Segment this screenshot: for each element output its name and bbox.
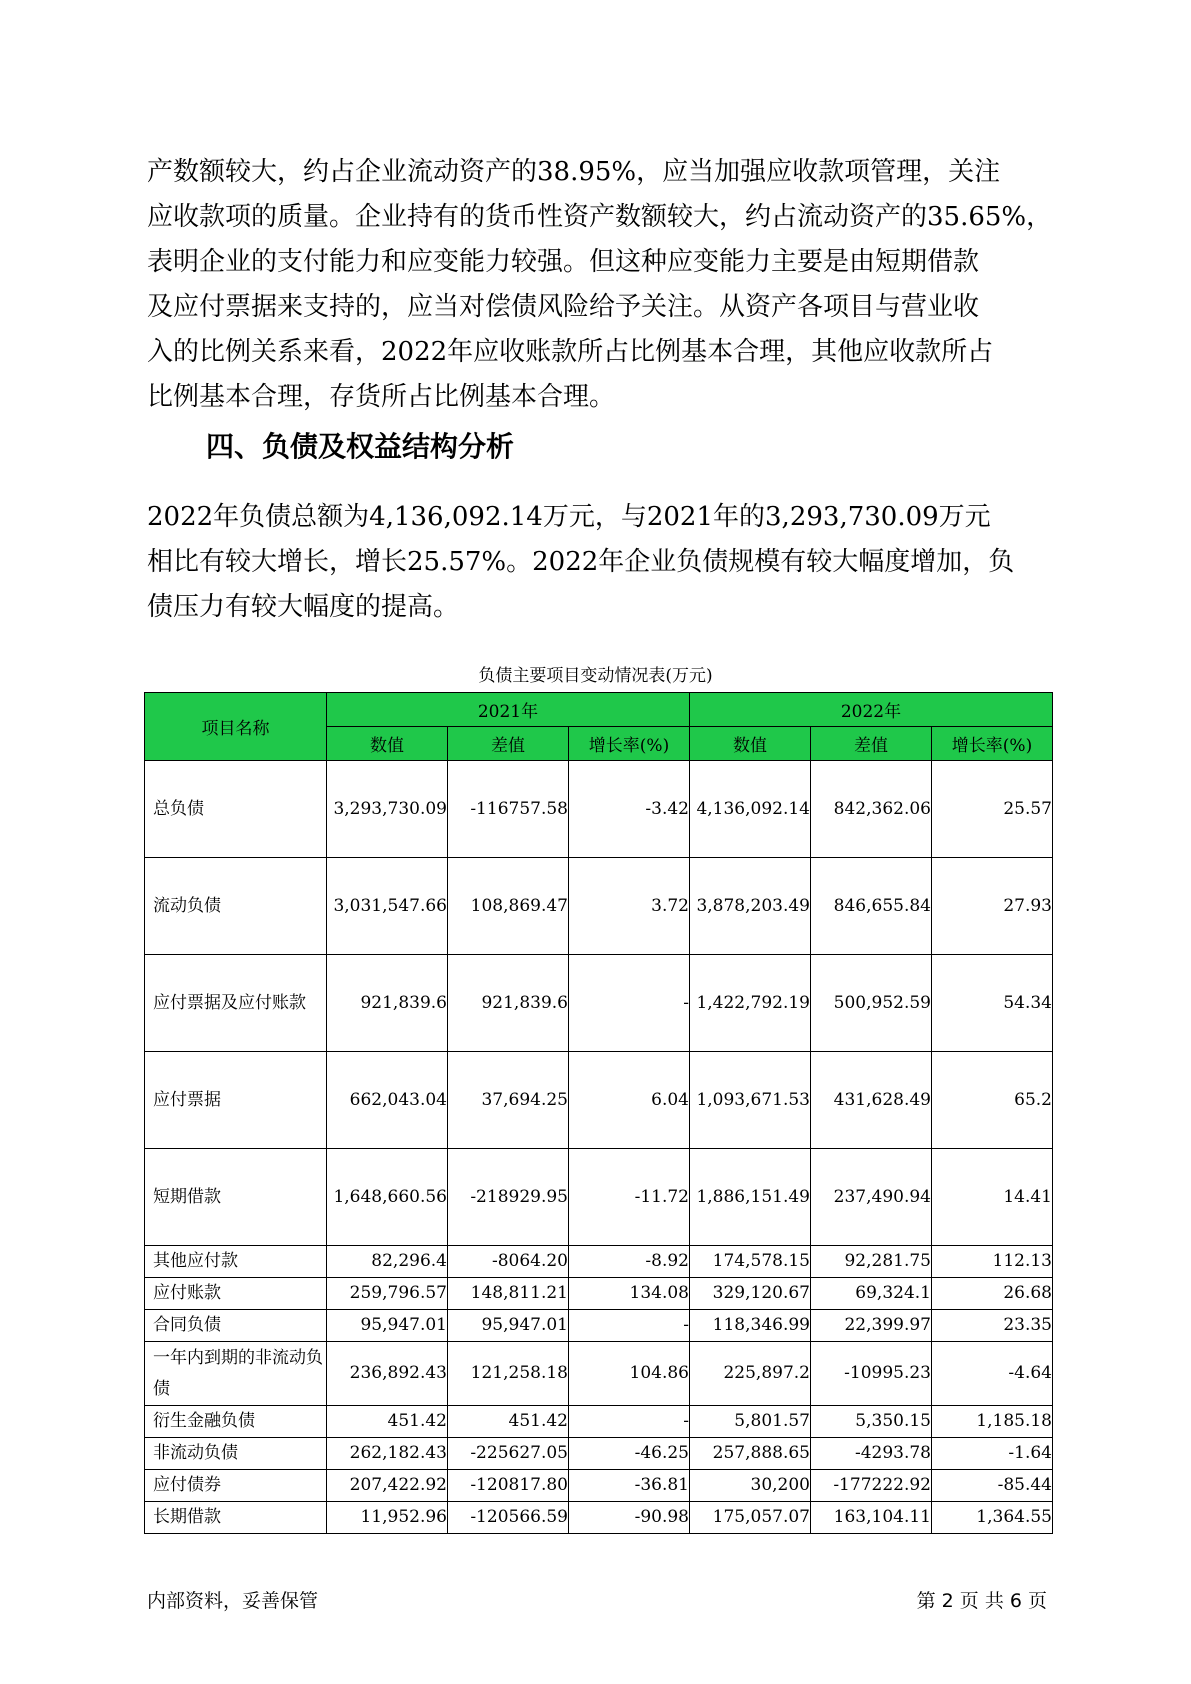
- row-value-cell: -1.64: [932, 1438, 1053, 1470]
- header-growth: 增长率(%): [932, 727, 1053, 761]
- table-row: [145, 1246, 1053, 1278]
- header-growth: 增长率(%): [569, 727, 690, 761]
- row-value-cell: -10995.23: [811, 1342, 932, 1406]
- table-row: [145, 955, 1053, 1052]
- footer-confidential-note: 内部资料，妥善保管: [147, 1590, 319, 1612]
- row-item-name: 应付票据: [145, 1052, 327, 1149]
- row-value-cell: 329,120.67: [690, 1278, 811, 1310]
- row-value-cell: 69,324.1: [811, 1278, 932, 1310]
- row-value-cell: 25.57: [932, 761, 1053, 858]
- paragraph-line: 应收款项的质量。企业持有的货币性资产数额较大，约占流动资产的35.65%，: [147, 202, 1053, 232]
- row-value-cell: 54.34: [932, 955, 1053, 1052]
- row-value-cell: 1,093,671.53: [690, 1052, 811, 1149]
- header-item-name: 项目名称: [145, 693, 327, 761]
- row-item-name: 衍生金融负债: [145, 1406, 327, 1438]
- row-item-name: 短期借款: [145, 1149, 327, 1246]
- table-row: [145, 1342, 1053, 1406]
- row-item-name: 其他应付款: [145, 1246, 327, 1278]
- row-value-cell: -120566.59: [448, 1502, 569, 1534]
- row-value-cell: 112.13: [932, 1246, 1053, 1278]
- row-value-cell: 236,892.43: [327, 1342, 448, 1406]
- row-value-cell: -3.42: [569, 761, 690, 858]
- row-value-cell: 163,104.11: [811, 1502, 932, 1534]
- row-value-cell: 846,655.84: [811, 858, 932, 955]
- paragraph-line: 及应付票据来支持的，应当对偿债风险给予关注。从资产各项目与营业收: [147, 292, 980, 322]
- row-value-cell: 14.41: [932, 1149, 1053, 1246]
- row-value-cell: 431,628.49: [811, 1052, 932, 1149]
- analysis-paragraph-liabilities: [147, 495, 1052, 630]
- row-item-name: 合同负债: [145, 1310, 327, 1342]
- row-value-cell: 121,258.18: [448, 1342, 569, 1406]
- row-item-name: 应付票据及应付账款: [145, 955, 327, 1052]
- row-value-cell: -4293.78: [811, 1438, 932, 1470]
- table-row: [145, 858, 1053, 955]
- row-value-cell: 3,293,730.09: [327, 761, 448, 858]
- row-value-cell: -: [569, 1310, 690, 1342]
- row-value-cell: 3,031,547.66: [327, 858, 448, 955]
- table-caption: 负债主要项目变动情况表(万元): [478, 666, 713, 686]
- row-item-name: 应付债券: [145, 1470, 327, 1502]
- paragraph-line: 2022年负债总额为4,136,092.14万元，与2021年的3,293,730.09万元: [147, 502, 991, 532]
- row-value-cell: 26.68: [932, 1278, 1053, 1310]
- row-value-cell: 237,490.94: [811, 1149, 932, 1246]
- paragraph-line: 相比有较大增长，增长25.57%。2022年企业负债规模有较大幅度增加，负: [147, 547, 1015, 577]
- table-row: [145, 1406, 1053, 1438]
- row-value-cell: 95,947.01: [448, 1310, 569, 1342]
- row-item-name: 非流动负债: [145, 1438, 327, 1470]
- row-value-cell: -225627.05: [448, 1438, 569, 1470]
- header-value: 数值: [327, 727, 448, 761]
- header-diff: 差值: [811, 727, 932, 761]
- row-value-cell: 148,811.21: [448, 1278, 569, 1310]
- row-value-cell: 921,839.6: [327, 955, 448, 1052]
- row-item-name: 总负债: [145, 761, 327, 858]
- row-value-cell: 5,801.57: [690, 1406, 811, 1438]
- row-value-cell: 1,422,792.19: [690, 955, 811, 1052]
- row-value-cell: -11.72: [569, 1149, 690, 1246]
- paragraph-line: 表明企业的支付能力和应变能力较强。但这种应变能力主要是由短期借款: [147, 247, 980, 277]
- row-value-cell: -120817.80: [448, 1470, 569, 1502]
- row-value-cell: 175,057.07: [690, 1502, 811, 1534]
- analysis-paragraph-assets: [147, 150, 1052, 420]
- table-row: [145, 1470, 1053, 1502]
- row-item-name: 应付账款: [145, 1278, 327, 1310]
- row-value-cell: 92,281.75: [811, 1246, 932, 1278]
- table-row: [145, 1438, 1053, 1470]
- row-value-cell: 262,182.43: [327, 1438, 448, 1470]
- table-body: [145, 761, 1053, 1534]
- paragraph-line: 产数额较大，约占企业流动资产的38.95%，应当加强应收款项管理，关注: [147, 157, 1001, 187]
- section-heading: 四、负债及权益结构分析: [206, 430, 515, 463]
- row-value-cell: 259,796.57: [327, 1278, 448, 1310]
- row-value-cell: 11,952.96: [327, 1502, 448, 1534]
- row-value-cell: 27.93: [932, 858, 1053, 955]
- header-diff: 差值: [448, 727, 569, 761]
- footer-page-number: 第 2 页 共 6 页: [916, 1590, 1047, 1612]
- row-item-name: 一年内到期的非流动负债: [145, 1342, 327, 1406]
- table-row: [145, 1502, 1053, 1534]
- table-row: [145, 761, 1053, 858]
- row-value-cell: -: [569, 1406, 690, 1438]
- paragraph-line: 比例基本合理，存货所占比例基本合理。: [147, 382, 616, 412]
- row-value-cell: 5,350.15: [811, 1406, 932, 1438]
- paragraph-line: 债压力有较大幅度的提高。: [147, 592, 460, 622]
- row-value-cell: 1,364.55: [932, 1502, 1053, 1534]
- row-value-cell: 65.2: [932, 1052, 1053, 1149]
- row-value-cell: 82,296.4: [327, 1246, 448, 1278]
- row-value-cell: 207,422.92: [327, 1470, 448, 1502]
- row-value-cell: 1,185.18: [932, 1406, 1053, 1438]
- row-value-cell: 842,362.06: [811, 761, 932, 858]
- header-year-2021: 2021年: [327, 693, 690, 727]
- row-value-cell: 225,897.2: [690, 1342, 811, 1406]
- row-value-cell: 30,200: [690, 1470, 811, 1502]
- row-value-cell: -36.81: [569, 1470, 690, 1502]
- row-value-cell: 108,869.47: [448, 858, 569, 955]
- row-value-cell: 3.72: [569, 858, 690, 955]
- row-value-cell: 95,947.01: [327, 1310, 448, 1342]
- row-value-cell: -85.44: [932, 1470, 1053, 1502]
- row-value-cell: -46.25: [569, 1438, 690, 1470]
- row-item-name: 流动负债: [145, 858, 327, 955]
- table-row: [145, 1278, 1053, 1310]
- liabilities-table: [144, 692, 1053, 1534]
- row-value-cell: 451.42: [327, 1406, 448, 1438]
- header-year-2022: 2022年: [690, 693, 1053, 727]
- row-value-cell: 174,578.15: [690, 1246, 811, 1278]
- table-row: [145, 1149, 1053, 1246]
- header-value: 数值: [690, 727, 811, 761]
- row-value-cell: -116757.58: [448, 761, 569, 858]
- row-value-cell: 1,648,660.56: [327, 1149, 448, 1246]
- row-value-cell: 3,878,203.49: [690, 858, 811, 955]
- row-value-cell: 921,839.6: [448, 955, 569, 1052]
- row-value-cell: 22,399.97: [811, 1310, 932, 1342]
- row-value-cell: 23.35: [932, 1310, 1053, 1342]
- row-value-cell: 104.86: [569, 1342, 690, 1406]
- row-value-cell: 6.04: [569, 1052, 690, 1149]
- row-value-cell: -: [569, 955, 690, 1052]
- row-value-cell: -90.98: [569, 1502, 690, 1534]
- row-value-cell: -8.92: [569, 1246, 690, 1278]
- row-value-cell: -4.64: [932, 1342, 1053, 1406]
- row-value-cell: 257,888.65: [690, 1438, 811, 1470]
- row-value-cell: -177222.92: [811, 1470, 932, 1502]
- table-row: [145, 1310, 1053, 1342]
- row-value-cell: 134.08: [569, 1278, 690, 1310]
- row-value-cell: 4,136,092.14: [690, 761, 811, 858]
- table-row: [145, 1052, 1053, 1149]
- row-value-cell: -8064.20: [448, 1246, 569, 1278]
- row-item-name: 长期借款: [145, 1502, 327, 1534]
- row-value-cell: 118,346.99: [690, 1310, 811, 1342]
- row-value-cell: 500,952.59: [811, 955, 932, 1052]
- row-value-cell: 662,043.04: [327, 1052, 448, 1149]
- row-value-cell: -218929.95: [448, 1149, 569, 1246]
- paragraph-line: 入的比例关系来看，2022年应收账款所占比例基本合理，其他应收款所占: [147, 337, 994, 367]
- row-value-cell: 37,694.25: [448, 1052, 569, 1149]
- row-value-cell: 1,886,151.49: [690, 1149, 811, 1246]
- row-value-cell: 451.42: [448, 1406, 569, 1438]
